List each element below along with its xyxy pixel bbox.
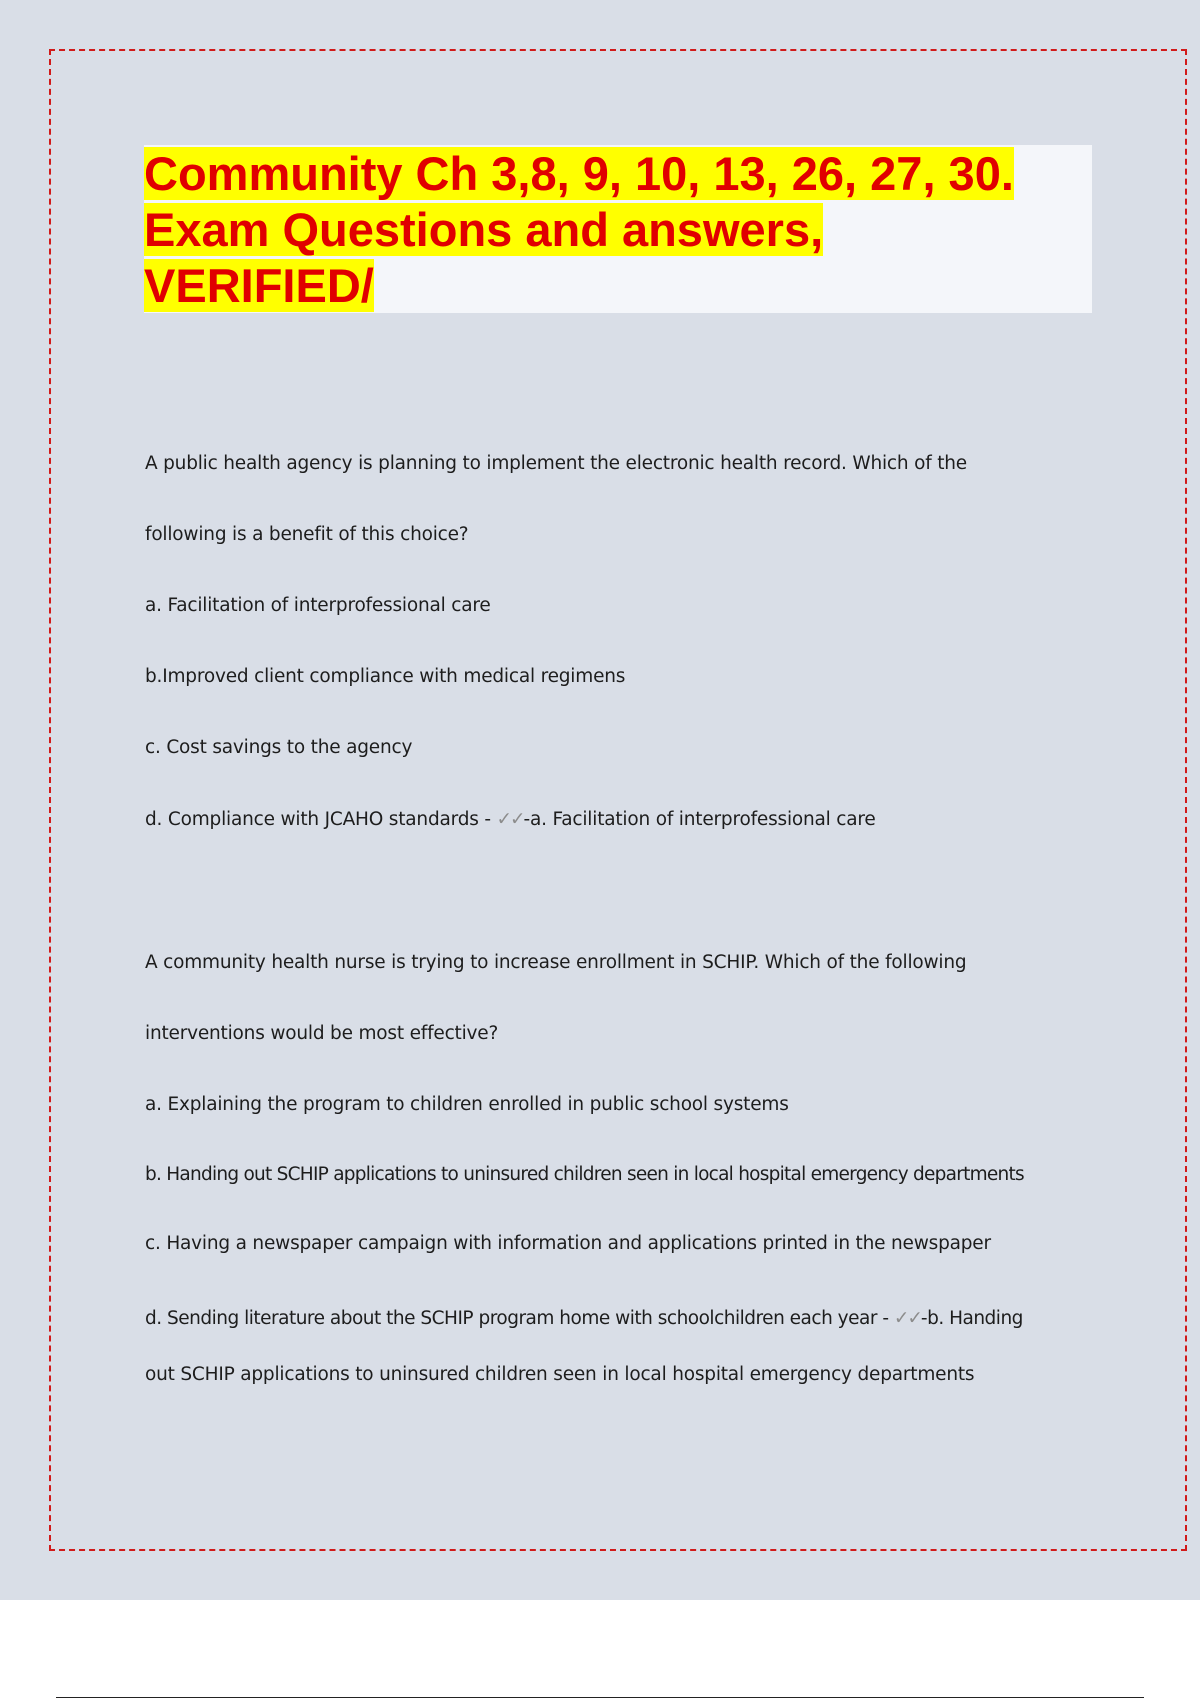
question-1-option-a: a. Facilitation of interprofessional care — [145, 595, 491, 616]
question-2-answer-continued: out SCHIP applications to uninsured children seen in local hospital emergency departments — [145, 1364, 975, 1385]
title-line-3: VERIFIED/ — [144, 259, 374, 312]
title-line-2: Exam Questions and answers, — [144, 203, 824, 256]
question-2-stem-line-2: interventions would be most effective? — [145, 1023, 499, 1044]
question-1-stem-line-1: A public health agency is planning to implement the electronic health record. Which of the — [145, 453, 967, 474]
question-2-option-d: d. Sending literature about the SCHIP program home with schoolchildren each year - — [145, 1308, 894, 1329]
document-title — [144, 146, 1092, 314]
footer-divider — [56, 1697, 1144, 1698]
question-1-option-d: d. Compliance with JCAHO standards - — [145, 809, 497, 830]
question-2-option-d-answer — [145, 1308, 1023, 1329]
check-marks-icon: ✓✓ — [893, 1308, 921, 1329]
question-1-answer: -a. Facilitation of interprofessional care — [523, 809, 876, 830]
question-1-option-d-answer — [145, 809, 876, 830]
question-1-option-b: b.Improved client compliance with medical regimens — [145, 666, 626, 687]
question-1-option-c: c. Cost savings to the agency — [145, 737, 413, 758]
question-2-stem-line-1: A community health nurse is trying to increase enrollment in SCHIP. Which of the following — [145, 952, 967, 973]
question-2-option-a: a. Explaining the program to children enrolled in public school systems — [145, 1094, 789, 1115]
question-2-option-c: c. Having a newspaper campaign with information and applications printed in the newspaper — [145, 1233, 991, 1254]
question-1-stem-line-2: following is a benefit of this choice? — [145, 524, 469, 545]
title-line-1: Community Ch 3,8, 9, 10, 13, 26, 27, 30. — [144, 147, 1014, 200]
check-marks-icon: ✓✓ — [496, 809, 524, 830]
question-2-option-b: b. Handing out SCHIP applications to uninsured children seen in local hospital emergency departments — [145, 1164, 1024, 1185]
question-2-answer: -b. Handing — [920, 1308, 1023, 1329]
